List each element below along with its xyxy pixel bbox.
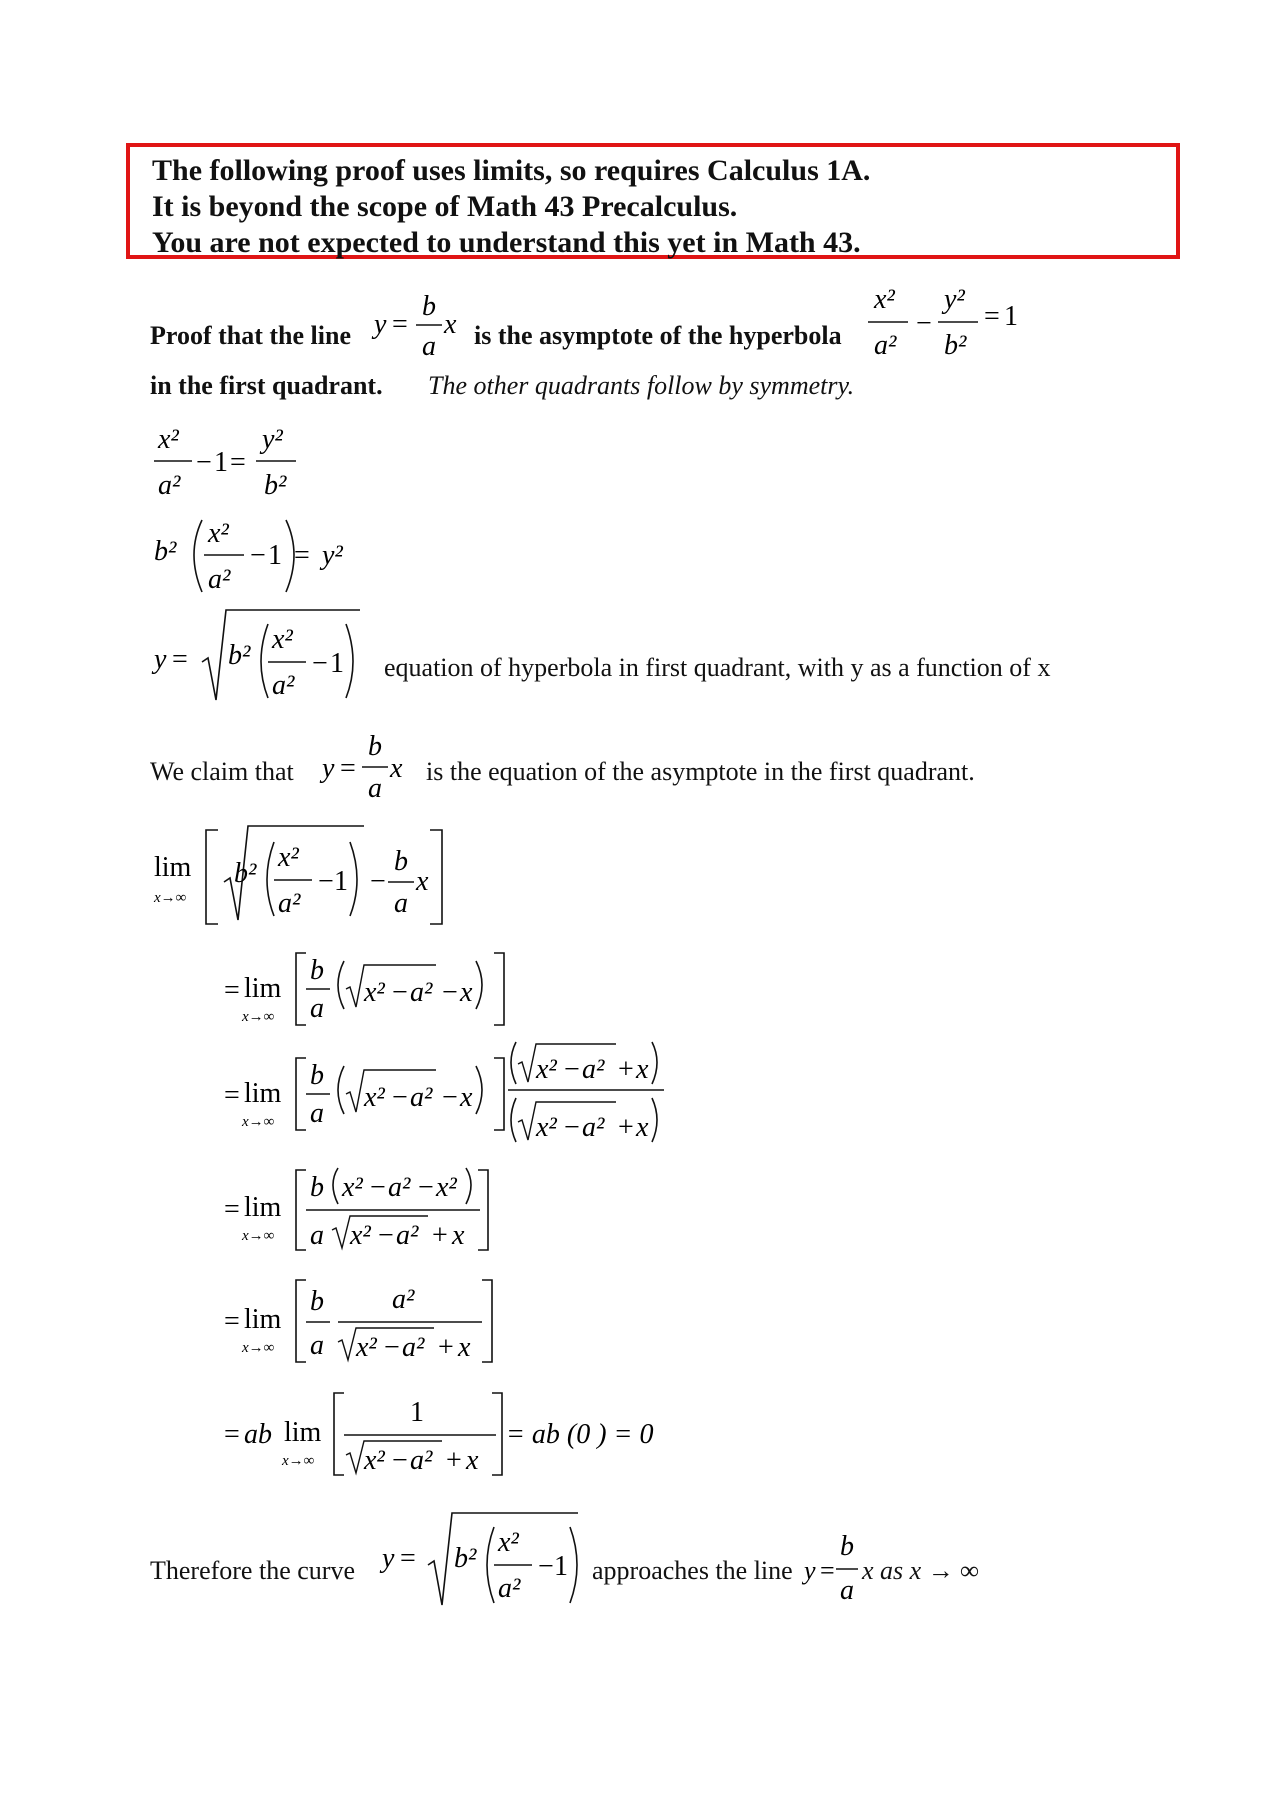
svg-text:ab: ab	[244, 1419, 272, 1450]
svg-text:b²: b²	[154, 536, 177, 567]
svg-text:x: x	[458, 1332, 471, 1363]
hyperbola-equation	[862, 280, 1042, 370]
svg-text:−: −	[392, 1445, 408, 1476]
svg-text:x: x	[460, 1082, 473, 1113]
svg-text:x: x	[636, 1054, 649, 1085]
svg-text:b: b	[368, 731, 382, 762]
svg-text:−: −	[392, 977, 408, 1008]
conclusion-line-equation	[800, 1525, 860, 1611]
svg-text:=: =	[224, 1306, 240, 1337]
svg-text:−: −	[392, 1082, 408, 1113]
svg-text:=: =	[400, 1543, 416, 1574]
svg-text:a: a	[310, 993, 324, 1024]
svg-text:x²: x²	[278, 842, 299, 873]
svg-text:b: b	[840, 1531, 854, 1562]
line-equation-intro	[370, 285, 465, 365]
svg-text:lim: lim	[154, 852, 192, 883]
svg-text:a²: a²	[410, 1445, 433, 1476]
svg-text:−: −	[370, 1172, 386, 1203]
intro-proof-that: Proof that the line	[150, 321, 351, 350]
svg-text:x: x	[466, 1445, 479, 1476]
svg-text:a: a	[310, 1330, 324, 1361]
limit-step-d	[220, 1272, 520, 1372]
svg-text:a²: a²	[874, 330, 897, 361]
conclusion-suffix: x as x → ∞	[862, 1556, 979, 1585]
svg-text:x: x	[452, 1220, 465, 1251]
svg-text:b²: b²	[264, 470, 287, 501]
svg-text:x²: x²	[498, 1527, 519, 1558]
svg-text:x²: x²	[350, 1220, 371, 1251]
svg-text:b: b	[394, 846, 408, 877]
svg-text:x: x	[416, 866, 429, 897]
svg-text:+: +	[618, 1112, 634, 1143]
svg-text:x→∞: x→∞	[242, 1009, 275, 1025]
svg-text:+: +	[446, 1445, 462, 1476]
svg-text:a²: a²	[392, 1284, 415, 1315]
svg-text:a: a	[394, 888, 408, 919]
svg-text:y: y	[382, 1543, 395, 1574]
svg-text:a: a	[310, 1098, 324, 1129]
svg-text:x→∞: x→∞	[282, 1453, 315, 1469]
svg-text:+: +	[432, 1220, 448, 1251]
svg-text:−: −	[564, 1112, 580, 1143]
svg-text:a²: a²	[582, 1112, 605, 1143]
svg-text:a: a	[310, 1220, 324, 1251]
svg-text:−: −	[916, 308, 932, 339]
svg-text:=: =	[224, 1194, 240, 1225]
claim-line-equation	[318, 725, 418, 811]
svg-text:x²: x²	[342, 1172, 363, 1203]
svg-text:x²: x²	[208, 518, 229, 549]
svg-text:b: b	[310, 1286, 324, 1317]
svg-text:lim: lim	[244, 1078, 282, 1109]
svg-text:a: a	[368, 773, 382, 804]
step-3-equation	[150, 600, 370, 710]
svg-text:=: =	[984, 301, 1000, 332]
conclusion-prefix: Therefore the curve	[150, 1556, 355, 1585]
svg-text:−: −	[318, 866, 334, 897]
notice-line-3: You are not expected to understand this yet in Math 43.	[152, 226, 861, 259]
limit-step-c	[220, 1160, 540, 1260]
svg-text:lim: lim	[244, 1304, 282, 1335]
svg-text:−: −	[564, 1054, 580, 1085]
svg-text:x→∞: x→∞	[242, 1228, 275, 1244]
svg-text:b²: b²	[454, 1543, 477, 1574]
svg-text:b: b	[310, 1172, 324, 1203]
svg-text:y: y	[374, 309, 387, 340]
svg-text:=: =	[172, 644, 188, 675]
svg-text:x²: x²	[874, 284, 895, 315]
conclusion-middle: approaches the line	[592, 1556, 793, 1585]
svg-text:+: +	[618, 1054, 634, 1085]
svg-text:=: =	[820, 1556, 835, 1585]
svg-text:=: =	[224, 975, 240, 1006]
limit-expression	[150, 820, 450, 935]
svg-text:−: −	[384, 1332, 400, 1363]
conclusion-curve-equation	[378, 1505, 588, 1617]
notice-line-1: The following proof uses limits, so requires Calculus 1A.	[152, 154, 871, 187]
svg-text:1: 1	[1004, 301, 1018, 332]
svg-text:= ab (0 ) = 0: = ab (0 ) = 0	[506, 1419, 654, 1450]
svg-text:1: 1	[554, 1551, 568, 1582]
svg-text:+: +	[438, 1332, 454, 1363]
svg-text:=: =	[392, 309, 408, 340]
svg-text:a²: a²	[402, 1332, 425, 1363]
svg-text:−: −	[538, 1551, 554, 1582]
svg-text:a²: a²	[388, 1172, 411, 1203]
svg-text:lim: lim	[244, 1192, 282, 1223]
svg-text:x: x	[636, 1112, 649, 1143]
svg-text:y²: y²	[262, 424, 283, 455]
svg-text:−: −	[418, 1172, 434, 1203]
svg-text:y²: y²	[944, 284, 965, 315]
svg-text:a²: a²	[498, 1573, 521, 1604]
intro-symmetry-note: The other quadrants follow by symmetry.	[428, 371, 855, 400]
svg-text:a²: a²	[208, 564, 231, 595]
svg-text:1: 1	[410, 1397, 424, 1428]
svg-text:x→∞: x→∞	[242, 1114, 275, 1130]
svg-text:a: a	[422, 331, 436, 362]
svg-text:x²: x²	[364, 1082, 385, 1113]
svg-text:a²: a²	[396, 1220, 419, 1251]
svg-text:=: =	[340, 753, 356, 784]
svg-text:x→∞: x→∞	[242, 1340, 275, 1356]
svg-text:=: =	[230, 447, 246, 478]
svg-text:−: −	[442, 977, 458, 1008]
svg-text:b²: b²	[944, 330, 967, 361]
equation-note: equation of hyperbola in first quadrant, with y as a function of x	[384, 653, 1051, 682]
claim-suffix: is the equation of the asymptote in the first quadrant.	[426, 757, 975, 786]
svg-text:y²: y²	[322, 540, 343, 571]
svg-text:a²: a²	[272, 670, 295, 701]
svg-text:lim: lim	[284, 1417, 322, 1448]
step-2-equation	[150, 508, 370, 600]
svg-text:b: b	[422, 291, 436, 322]
svg-text:−: −	[370, 866, 386, 897]
svg-text:x→∞: x→∞	[154, 890, 187, 906]
intro-is-asymptote: is the asymptote of the hyperbola	[474, 321, 842, 350]
svg-text:x²: x²	[436, 1172, 457, 1203]
svg-text:x²: x²	[272, 624, 293, 655]
svg-text:x²: x²	[364, 1445, 385, 1476]
svg-text:a²: a²	[278, 888, 301, 919]
svg-text:x²: x²	[158, 424, 179, 455]
svg-text:=: =	[224, 1080, 240, 1111]
svg-text:a²: a²	[158, 470, 181, 501]
prerequisite-notice-box	[126, 143, 1180, 259]
svg-text:=: =	[224, 1419, 240, 1450]
notice-line-2: It is beyond the scope of Math 43 Precalculus.	[152, 190, 738, 223]
svg-text:b²: b²	[228, 640, 251, 671]
claim-prefix: We claim that	[150, 757, 294, 786]
step-1-equation	[150, 420, 320, 506]
svg-text:y: y	[154, 644, 167, 675]
svg-text:x²: x²	[536, 1054, 557, 1085]
svg-text:1: 1	[330, 648, 344, 679]
svg-text:−: −	[378, 1220, 394, 1251]
svg-text:a: a	[840, 1575, 854, 1606]
svg-text:b: b	[310, 955, 324, 986]
svg-text:x: x	[444, 309, 457, 340]
svg-text:−: −	[196, 447, 212, 478]
svg-text:a²: a²	[410, 1082, 433, 1113]
svg-text:y: y	[804, 1556, 816, 1585]
svg-text:a²: a²	[582, 1054, 605, 1085]
svg-text:b: b	[310, 1060, 324, 1091]
svg-text:a²: a²	[410, 977, 433, 1008]
svg-text:−: −	[312, 648, 328, 679]
svg-text:x²: x²	[356, 1332, 377, 1363]
svg-text:x: x	[460, 977, 473, 1008]
svg-text:x²: x²	[364, 977, 385, 1008]
svg-text:y: y	[322, 753, 335, 784]
svg-text:1: 1	[334, 866, 348, 897]
svg-text:x: x	[390, 753, 403, 784]
svg-text:1: 1	[268, 540, 282, 571]
svg-text:lim: lim	[244, 973, 282, 1004]
svg-text:b²: b²	[234, 858, 257, 889]
intro-first-quadrant: in the first quadrant.	[150, 371, 383, 400]
svg-text:x²: x²	[536, 1112, 557, 1143]
svg-text:−: −	[250, 540, 266, 571]
limit-step-b	[220, 1040, 680, 1150]
svg-text:=: =	[294, 540, 310, 571]
limit-step-a	[220, 945, 540, 1035]
svg-text:1: 1	[214, 447, 228, 478]
limit-step-e	[220, 1385, 680, 1485]
svg-text:−: −	[442, 1082, 458, 1113]
